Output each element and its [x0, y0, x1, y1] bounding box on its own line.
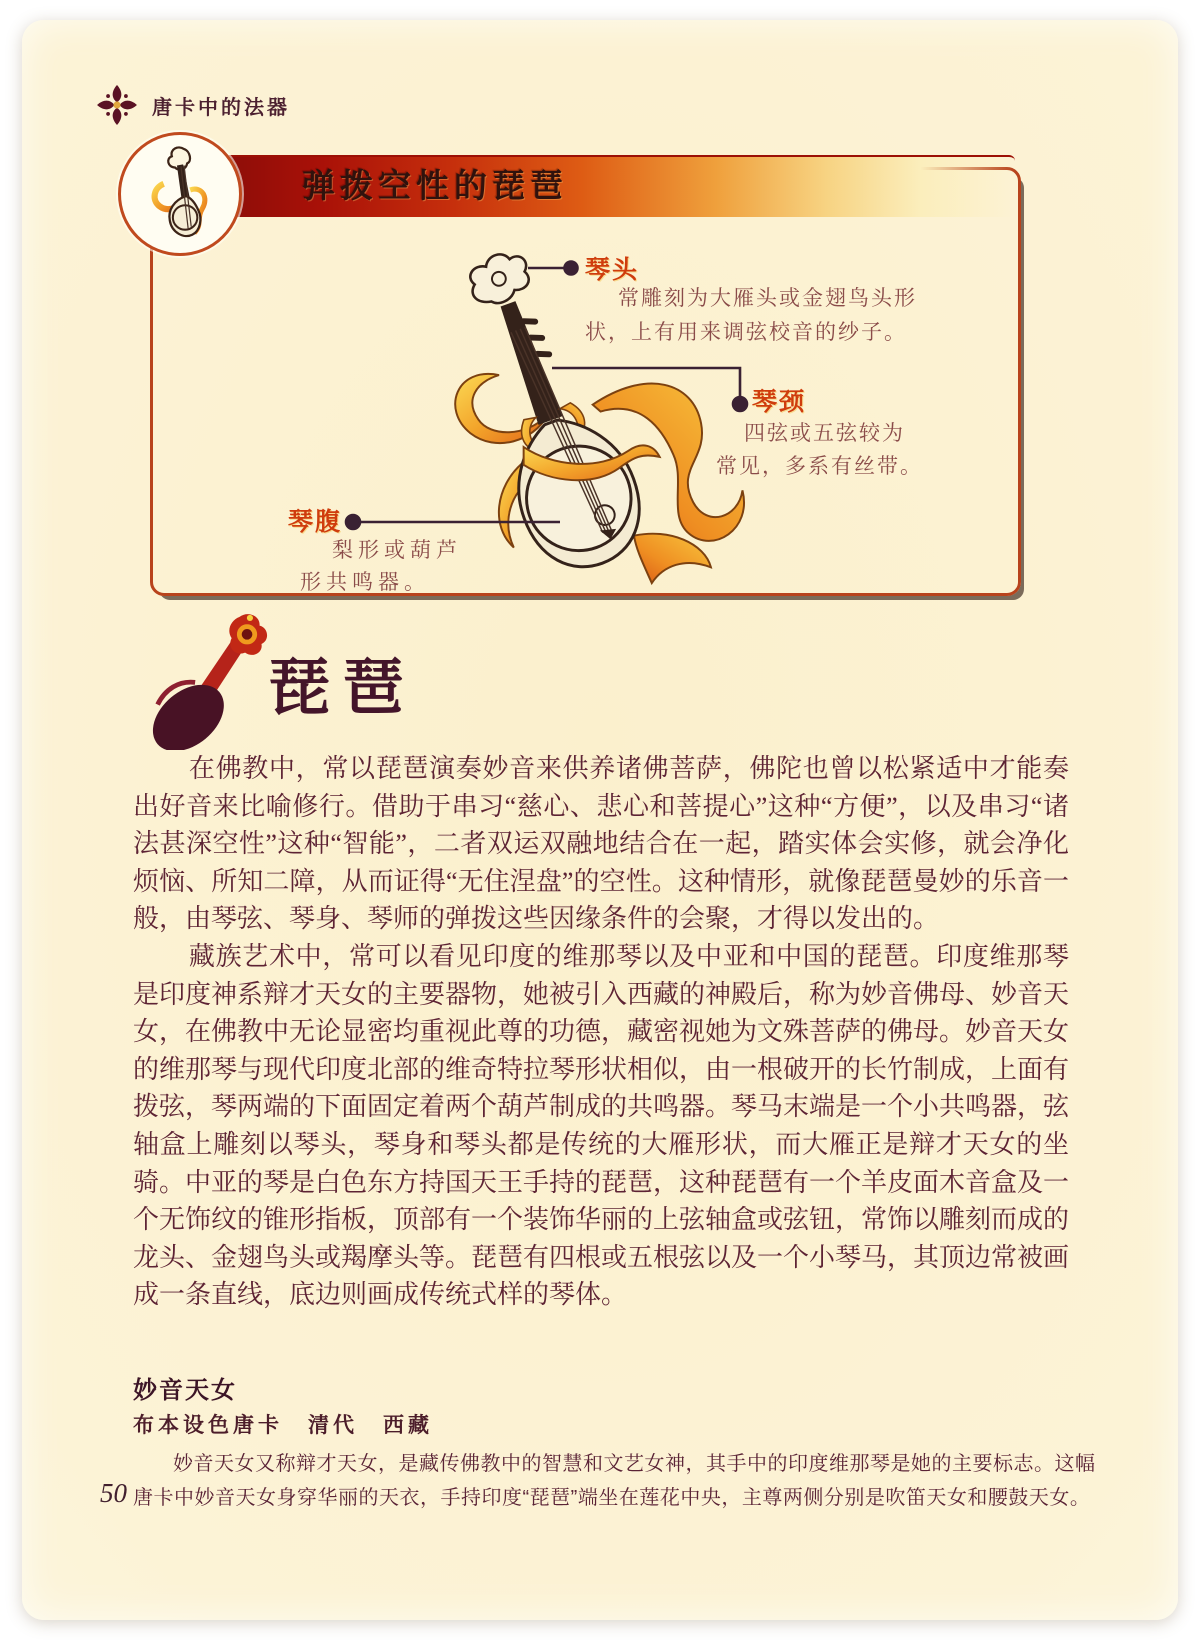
- knot-flower-icon: [96, 84, 138, 126]
- book-title: 唐卡中的法器: [152, 96, 290, 119]
- callout-lines: [150, 167, 1015, 590]
- section-heading: 琵琶: [268, 655, 417, 723]
- callout-note-head-line2: 状，上有用来调弦校音的纱子。: [585, 320, 907, 344]
- callout-note-head-line1: 常雕刻为大雁头或金翅鸟头形: [618, 286, 917, 310]
- caption-meta: 布本设色唐卡 清代 西藏: [133, 1413, 433, 1437]
- body-text: [133, 750, 1069, 1314]
- pipa-silhouette-icon: [148, 610, 273, 750]
- paragraph-2: 藏族艺术中，常可以看见印度的维那琴以及中亚和中国的琵琶。印度维那琴是印度神系辩才天女的主要器物，她被引入西藏的神殿后，称为妙音佛母、妙音天女，在佛教中无论显密均重视此尊的功德，藏密视她为文殊菩萨的佛母。妙音天女的维那琴与现代印度北部的维奇特拉琴形状相似，由一根破开的长竹制成，上面有拨弦，琴两端的下面固定着两个葫芦制成的共鸣器。琴马末端是一个小共鸣器，弦轴盒上雕刻以琴头，琴身和琴头都是传统的大雁形状，而大雁正是辩才天女的坐骑。中亚的琴是白色东方持国天王手持的琵琶，这种琵琶有一个羊皮面木音盒及一个无饰纹的锥形指板，顶部有一个装饰华丽的上弦轴盒或弦钮，常饰以雕刻而成的龙头、金翅鸟头或羯摩头等。琵琶有四根或五根弦以及一个小琴马，其顶边常被画成一条直线，底边则画成传统式样的琴体。: [133, 941, 1070, 1310]
- callout-note-neck-line2: 常见，多系有丝带。: [716, 454, 923, 478]
- callout-label-neck: 琴颈: [752, 388, 807, 416]
- page-number: 50: [100, 1478, 127, 1508]
- callout-label-head: 琴头: [585, 256, 640, 284]
- callout-label-belly: 琴腹: [288, 508, 343, 536]
- diagram-title: 弹拨空性的琵琶: [302, 167, 568, 204]
- callout-note-neck-line1: 四弦或五弦较为: [744, 421, 905, 445]
- caption-text: 妙音天女又称辩才天女，是藏传佛教中的智慧和文艺女神，其手中的印度维那琴是她的主要标志。这幅唐卡中妙音天女身穿华丽的天衣，手持印度“琵琶”端坐在莲花中央，主尊两侧分别是吹笛天女和腰鼓天女。: [133, 1453, 1096, 1509]
- caption-title: 妙音天女: [133, 1377, 237, 1404]
- callout-note-belly-line2: 形共鸣器。: [300, 570, 430, 594]
- callout-note-belly-line1: 梨形或葫芦: [332, 538, 462, 562]
- paragraph-1: 在佛教中，常以琵琶演奏妙音来供养诸佛菩萨，佛陀也曾以松紧适中才能奏出好音来比喻修行。借助于串习“慈心、悲心和菩提心”这种“方便”，以及串习“诸法甚深空性”这种“智能”，二者双运双融地结合在一起，踏实体会实修，就会净化烦恼、所知二障，从而证得“无住涅盘”的空性。这种情形，就像琵琶曼妙的乐音一般，由琴弦、琴身、琴师的弹拨这些因缘条件的会聚，才得以发出的。: [133, 754, 1069, 934]
- page-header: [96, 84, 290, 126]
